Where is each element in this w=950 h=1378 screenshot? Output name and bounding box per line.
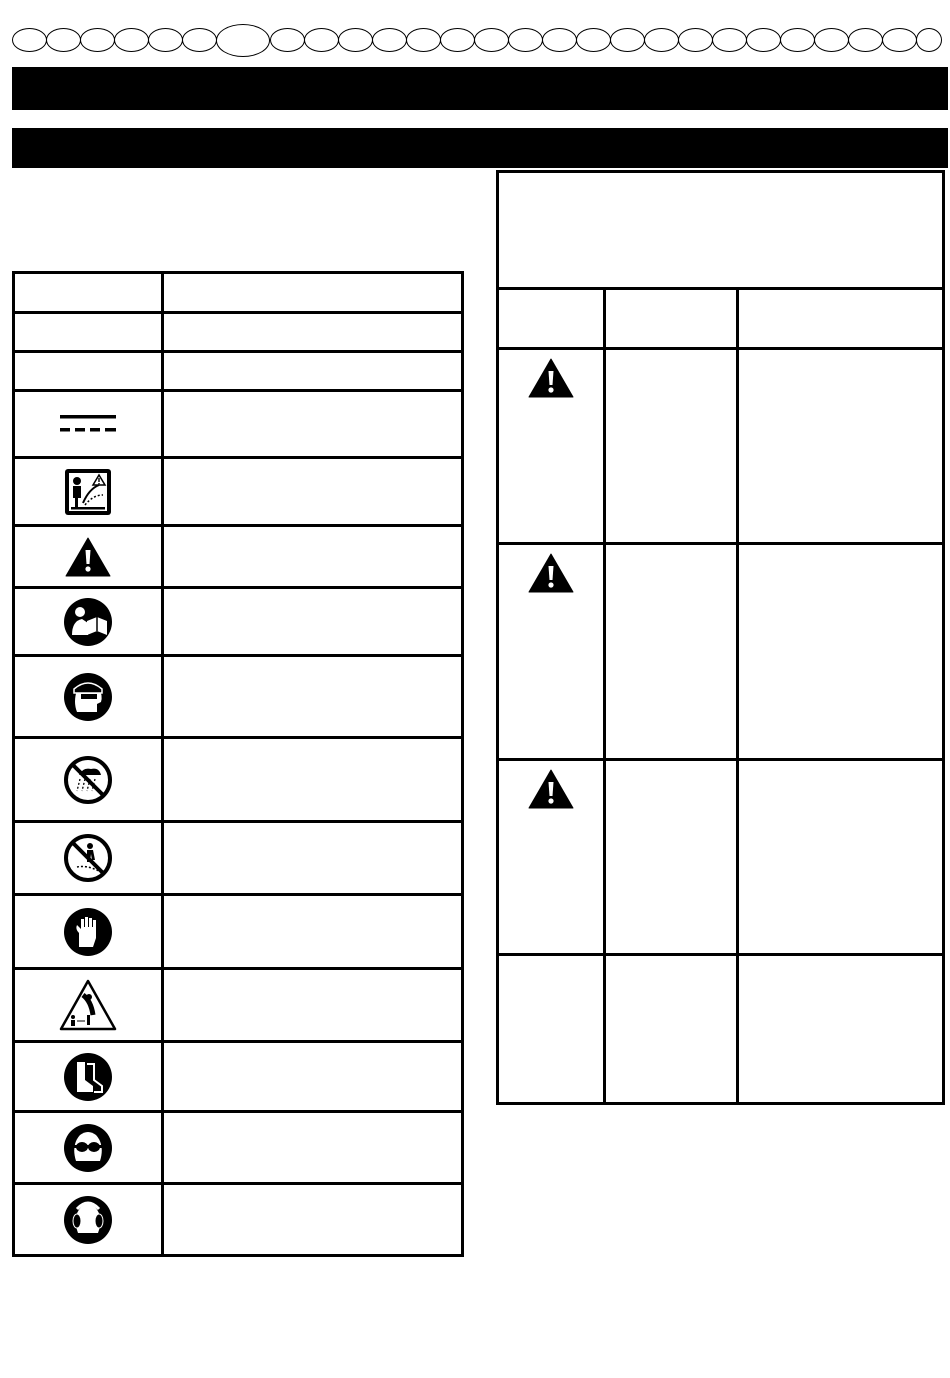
table-row xyxy=(14,738,463,822)
language-tab[interactable] xyxy=(780,28,815,52)
wear-eye-protection-icon xyxy=(63,672,113,722)
symbol-meaning xyxy=(163,588,463,656)
language-tab[interactable] xyxy=(80,28,115,52)
symbol-meaning xyxy=(163,313,463,352)
signal-meaning xyxy=(738,760,944,955)
keep-distance-warning-icon xyxy=(59,979,117,1031)
table-row xyxy=(14,458,463,526)
symbol-meaning xyxy=(163,526,463,588)
language-tab[interactable] xyxy=(576,28,611,52)
language-tab[interactable] xyxy=(46,28,81,52)
language-tab[interactable] xyxy=(372,28,407,52)
keep-bystanders-away-icon xyxy=(63,833,113,883)
language-tab[interactable] xyxy=(916,28,942,52)
language-tab[interactable] xyxy=(114,28,149,52)
signal-word xyxy=(605,760,738,955)
language-tab[interactable] xyxy=(610,28,645,52)
language-tab[interactable] xyxy=(814,28,849,52)
table-row xyxy=(498,760,944,955)
table-row xyxy=(14,313,463,352)
language-tab[interactable] xyxy=(746,28,781,52)
signal-words-table xyxy=(496,287,945,1105)
table-row xyxy=(14,1112,463,1184)
page-title-bar xyxy=(12,67,948,110)
symbol-meaning xyxy=(163,352,463,391)
table-header-row xyxy=(498,289,944,349)
language-tab[interactable] xyxy=(406,28,441,52)
language-tab[interactable] xyxy=(712,28,747,52)
section-header-bar xyxy=(12,128,948,168)
symbols-table xyxy=(12,271,464,1257)
language-tab[interactable] xyxy=(508,28,543,52)
signal-symbol-column-header xyxy=(498,289,605,349)
table-row xyxy=(14,656,463,738)
table-row xyxy=(498,349,944,544)
table-row xyxy=(498,955,944,1104)
symbol-meaning xyxy=(163,1042,463,1112)
signal-word xyxy=(605,544,738,760)
direct-current-icon xyxy=(58,412,118,436)
symbol-meaning xyxy=(163,895,463,969)
language-tab-active[interactable] xyxy=(216,24,270,57)
symbol-meaning xyxy=(163,1112,463,1184)
signal-meaning xyxy=(738,955,944,1104)
language-tab[interactable] xyxy=(440,28,475,52)
wear-gloves-icon xyxy=(63,907,113,957)
language-tab[interactable] xyxy=(848,28,883,52)
warning-triangle-icon xyxy=(528,553,574,593)
symbol-meaning xyxy=(163,458,463,526)
symbol-meaning xyxy=(163,1184,463,1256)
signal-column-header xyxy=(605,289,738,349)
signal-meaning xyxy=(738,544,944,760)
table-row xyxy=(14,391,463,458)
warning-triangle-icon xyxy=(528,358,574,398)
table-row xyxy=(14,895,463,969)
language-tab[interactable] xyxy=(338,28,373,52)
language-tab[interactable] xyxy=(678,28,713,52)
table-row xyxy=(14,526,463,588)
table-row xyxy=(498,544,944,760)
meaning-column-header xyxy=(163,273,463,313)
read-manual-icon xyxy=(63,597,113,647)
symbol-meaning xyxy=(163,656,463,738)
language-tab[interactable] xyxy=(474,28,509,52)
signal-word xyxy=(605,349,738,544)
language-tab[interactable] xyxy=(182,28,217,52)
signal-meaning-column-header xyxy=(738,289,944,349)
language-tab[interactable] xyxy=(148,28,183,52)
language-tab[interactable] xyxy=(12,28,47,52)
table-row xyxy=(14,352,463,391)
no-rain-icon xyxy=(63,755,113,805)
language-tab[interactable] xyxy=(882,28,917,52)
symbol-meaning xyxy=(163,391,463,458)
table-row xyxy=(14,969,463,1042)
table-row xyxy=(14,588,463,656)
signal-meaning xyxy=(738,349,944,544)
thrown-objects-warning-icon xyxy=(63,467,113,517)
table-row xyxy=(14,822,463,895)
symbol-meaning xyxy=(163,822,463,895)
wear-boots-icon xyxy=(63,1052,113,1102)
signal-word xyxy=(605,955,738,1104)
symbol-meaning xyxy=(163,969,463,1042)
language-tab[interactable] xyxy=(644,28,679,52)
table-header-row xyxy=(14,273,463,313)
table-row xyxy=(14,1042,463,1112)
symbol-meaning xyxy=(163,738,463,822)
language-tab[interactable] xyxy=(542,28,577,52)
warning-triangle-icon xyxy=(528,769,574,809)
wear-ear-protection-icon xyxy=(63,1195,113,1245)
language-tab[interactable] xyxy=(270,28,305,52)
language-tab[interactable] xyxy=(304,28,339,52)
language-selector xyxy=(12,24,942,57)
symbol-column-header xyxy=(14,273,163,313)
wear-goggles-icon xyxy=(63,1123,113,1173)
warning-triangle-icon xyxy=(65,537,111,577)
table-row xyxy=(14,1184,463,1256)
